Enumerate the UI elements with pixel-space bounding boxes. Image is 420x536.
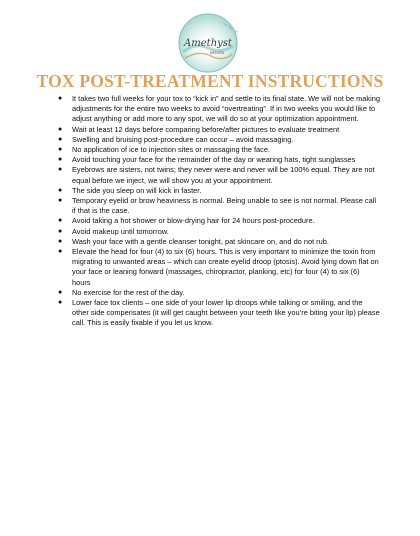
instruction-text: Wash your face with a gentle cleanser tonight, pat skincare on, and do not rub. bbox=[72, 236, 329, 246]
bullet-icon: ● bbox=[58, 299, 63, 307]
bullet-icon: ● bbox=[58, 146, 63, 154]
instruction-item bbox=[58, 196, 380, 216]
instruction-item bbox=[58, 145, 380, 155]
bullet-icon: ● bbox=[58, 197, 63, 205]
instruction-item bbox=[58, 237, 380, 247]
bullet-icon: ● bbox=[58, 156, 63, 164]
instruction-item bbox=[58, 135, 380, 145]
bullet-icon: ● bbox=[58, 288, 63, 296]
instruction-text: No application of ice to injection sites or massaging the face. bbox=[72, 145, 271, 155]
instruction-text: Wait at least 12 days before comparing before/after pictures to evaluate treatment bbox=[72, 124, 340, 134]
logo-small-text: MEDSPA bbox=[209, 51, 225, 55]
instruction-text: Lower face tox clients – one side of your lower lip droops while talking or smiling, and the other side compensates (it will get caught between your teeth like you’re biting your lip) please call. This is easily fixable if you let us know. bbox=[72, 298, 380, 328]
instruction-text: Swelling and bruising post-procedure can occur – avoid massaging. bbox=[72, 134, 294, 144]
instruction-item bbox=[58, 125, 380, 135]
page-title: TOX POST-TREATMENT INSTRUCTIONS bbox=[36, 71, 384, 91]
bullet-icon: ● bbox=[58, 237, 63, 245]
brand-logo-graphic bbox=[177, 12, 239, 74]
instruction-item bbox=[58, 165, 380, 185]
bullet-icon: ● bbox=[58, 186, 63, 194]
instruction-item bbox=[58, 155, 380, 165]
logo-arc-text: GLOW UP bbox=[222, 21, 239, 35]
instruction-text: Avoid makeup until tomorrow. bbox=[72, 226, 169, 236]
instruction-text: Eyebrows are sisters, not twins; they never were and never will be 100% equal. They are not equal before we inject, we will show you at your appointment. bbox=[72, 165, 375, 185]
brand-logo bbox=[177, 12, 239, 74]
logo-script-text: Amethyst bbox=[184, 38, 232, 49]
bullet-icon: ● bbox=[58, 95, 63, 102]
instruction-item bbox=[58, 216, 380, 226]
instruction-item bbox=[58, 186, 380, 196]
instruction-item bbox=[58, 227, 380, 237]
instruction-list bbox=[58, 94, 380, 329]
instruction-item bbox=[58, 94, 380, 125]
instruction-text: Elevate the head for four (4) to six (6) hours. This is very important to minimize the toxin from migrating to unwanted areas – which can create eyelid droop (ptosis). Avoid lying down flat on your face or leaning forward (massages, chiropractor, planking, etc) for four (4) to six (6) hours bbox=[72, 247, 379, 287]
instruction-text: Temporary eyelid or brow heaviness is normal. Being unable to see is not normal. Please call if that is the case. bbox=[72, 196, 376, 216]
bullet-icon: ● bbox=[58, 125, 63, 133]
instruction-text: No exercise for the rest of the day. bbox=[72, 287, 185, 297]
bullet-icon: ● bbox=[58, 166, 63, 174]
instruction-item bbox=[58, 247, 380, 288]
bullet-icon: ● bbox=[58, 227, 63, 235]
instruction-text: The side you sleep on will kick in faster. bbox=[72, 185, 202, 195]
bullet-icon: ● bbox=[58, 135, 63, 143]
bullet-icon: ● bbox=[58, 248, 63, 256]
instruction-text: Avoid taking a hot shower or blow-drying hair for 24 hours post-procedure. bbox=[72, 216, 315, 226]
instruction-text: It takes two full weeks for your tox to “kick in” and settle to its final state. We will not be making adjustments for the entire two weeks to avoid “overtreating”. If in two weeks you would like to adjust anything or add more to any spot, we will do so at your optimization appointment. bbox=[72, 94, 380, 124]
bullet-icon: ● bbox=[58, 217, 63, 225]
instruction-item bbox=[58, 298, 380, 329]
instruction-text: Avoid touching your face for the remainder of the day or wearing hats, tight sunglasses bbox=[72, 155, 356, 165]
instruction-item bbox=[58, 288, 380, 298]
